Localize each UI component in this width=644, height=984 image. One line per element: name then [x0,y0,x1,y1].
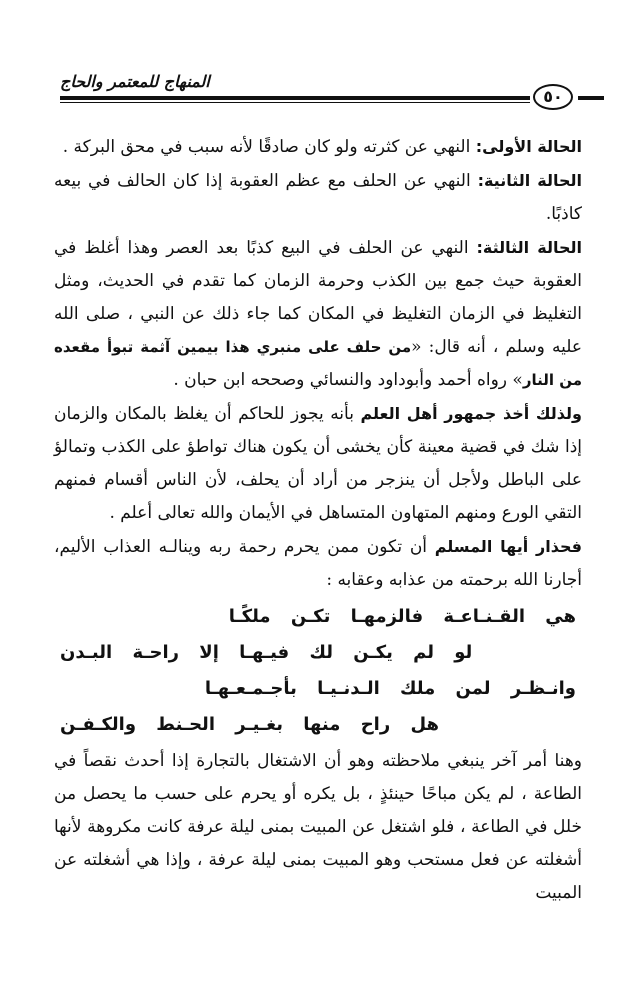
paragraph-lead: الحالة الثالثة: [476,238,582,257]
paragraph-case-1 [54,130,582,164]
poem [54,599,582,743]
page-number: ٥٠ [533,84,573,110]
paragraph-lead: فحذار أيها المسلم [434,537,582,556]
header-rule-right [578,96,604,100]
paragraph-text: أن تكون ممن يحرم رحمة ربه وينالـه العذاب الأليم، أجارنا الله برحمته من عذابه وعقابه : [54,537,582,590]
paragraph-case-2 [54,164,582,231]
paragraph-warning [54,530,582,597]
poem-line: هي القـنـاعـة فالزمهـا تكـن ملكًـا [228,606,576,627]
paragraph-text: النهي عن الحلف في البيع كذبًا بعد العصر وهذا أغلظ في العقوبة حيث جمع بين الكذب وحرمة الزمان كما تقدم في الحديث، ومثل التغليظ في الزمان التغليظ في المكان كما جاء ذلك عن النبي ، صلى الله عليه وسلم ، أنه قال: « [54,238,582,357]
hadith-quote: من حلف على منبري هذا بيمين آثمة تبوأ مقعده من النار [54,338,582,389]
poem-line: لو لم يكـن لك فيـهـا إلا راحـة البـدن [60,642,473,663]
paragraph-closing: وهنا أمر آخر ينبغي ملاحظته وهو أن الاشتغال بالتجارة إذا أحدث نقصاً في الطاعة ، لم يكن مباحًا حينئذٍ ، بل يكره أو يحرم على حسب ما يحصل من خلل في الطاعة ، فلو اشتغل عن المبيت بمنى ليلة عرفة كانت مكروهة لأنها أشغلته عن فعل مستحب وهو المبيت بمنى ليلة عرفة ، وإذا هي أشغلته عن المبيت [54,751,582,903]
paragraph-lead: ولذلك أخذ جمهور أهل العلم [360,404,582,423]
paragraph-lead: الحالة الأولى: [475,137,582,156]
paragraph-text: بأنه يجوز للحاكم أن يغلظ بالمكان والزمان إذا شك في قضية معينة كأن يخشى أن يكون هناك تواطؤ على الكذب وتمالؤ على الباطل ولأجل أن ينزجر من أراد أن يحلف، لأن الناس أقسام فمنهم التقي الورع ومنهم المتهاون المتساهل في الأيمان والله تعالى أعلم . [54,404,582,523]
header-rule-thin [60,102,530,103]
paragraph-majority [54,397,582,530]
header-rule [60,96,530,100]
paragraph-citation: » رواه أحمد وأبوداود والنسائي وصححه ابن حبان . [173,370,523,390]
page-header [40,66,600,106]
paragraph-lead: الحالة الثانية: [477,171,582,190]
paragraph-text: النهي عن كثرته ولو كان صادقًا لأنه سبب في محق البركة . [62,137,476,157]
paragraph-case-3 [54,231,582,397]
paragraph-text: النهي عن الحلف مع عظم العقوبة إذا كان الحالف في بيعه كاذبًا. [54,171,582,224]
running-title: المنهاج للمعتمر والحاج [60,72,210,91]
poem-line: هل راح منها بغـيـر الحـنط والكـفـن [60,714,440,735]
poem-line: وانـظـر لمن ملك الـدنـيـا بأجـمـعـهـا [204,678,576,699]
page-body [54,130,582,910]
